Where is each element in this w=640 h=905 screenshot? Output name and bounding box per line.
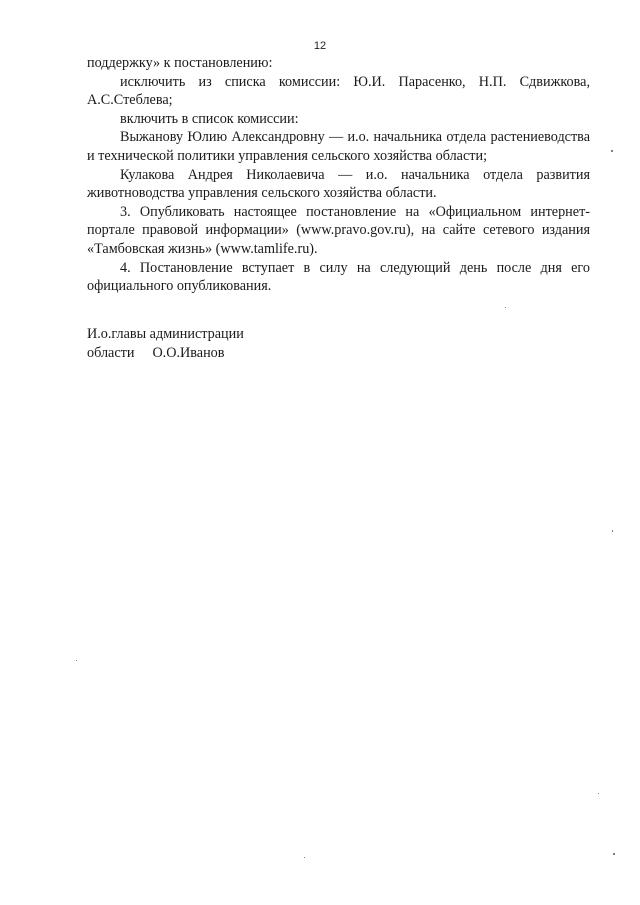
signature-position-region: области bbox=[87, 344, 135, 361]
scan-speck bbox=[505, 307, 506, 308]
page-number: 12 bbox=[313, 40, 327, 52]
paragraph-include-header: включить в список комиссии: bbox=[120, 110, 299, 127]
signature-name: О.О.Иванов bbox=[152, 344, 225, 361]
scan-speck bbox=[76, 660, 77, 661]
paragraph-member-vyzhanova: Выжанову Юлию Александровну — и.о. начальника отдела растениеводства и технической политики управления сельского хозяйства области; bbox=[87, 129, 590, 164]
scan-speck bbox=[613, 853, 615, 855]
paragraph-member-kulakov: Кулакова Андрея Николаевича — и.о. начальника отдела развития животноводства управления сельского хозяйства области. bbox=[87, 166, 590, 202]
scan-speck bbox=[598, 793, 599, 794]
scan-speck bbox=[612, 530, 613, 532]
paragraph-item-3-publish: 3. Опубликовать настоящее постановление на «Официальном интернет-портале правовой информации» (www.pravo.gov.ru), на сайте сетевого издания «Тамбовская жизнь» (www.tamlife.ru). bbox=[87, 203, 590, 257]
signature-block bbox=[87, 325, 244, 362]
scan-speck bbox=[611, 150, 613, 152]
signature-position-line2 bbox=[87, 344, 244, 363]
paragraph-item-4-effective: 4. Постановление вступает в силу на следующий день после дня его официального опубликования. bbox=[87, 259, 590, 295]
paragraph-exclude-members: исключить из списка комиссии: Ю.И. Парасенко, Н.П. Сдвижкова, А.С.Стеблева; bbox=[87, 73, 590, 109]
scan-speck bbox=[304, 857, 305, 858]
paragraph-continuation: поддержку» к постановлению: bbox=[87, 55, 273, 71]
document-body bbox=[87, 54, 590, 296]
signature-position-line1: И.о.главы администрации bbox=[87, 326, 244, 342]
